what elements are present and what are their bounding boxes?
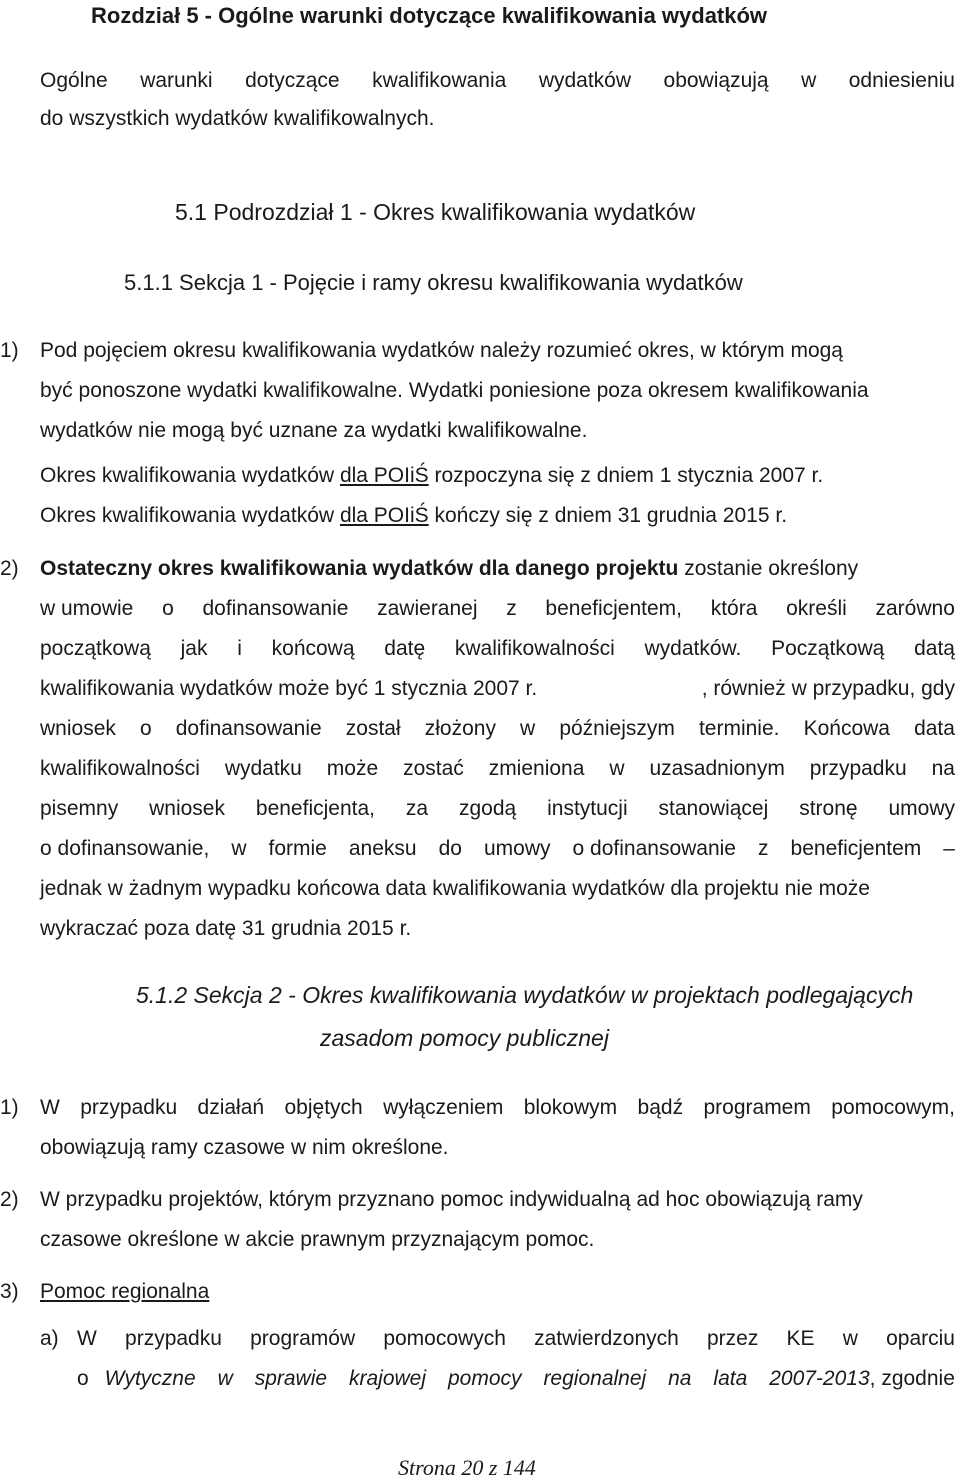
paragraph-line: wniosek o dofinansowanie został złożony w późniejszym terminie. Końcowa data xyxy=(40,717,955,740)
paragraph-line: czasowe określone w akcie prawnym przyznającym pomoc. xyxy=(40,1228,595,1251)
paragraph-line: W przypadku programów pomocowych zatwierdzonych przez KE w oparciu xyxy=(77,1327,955,1350)
list-number: 3) xyxy=(0,1280,19,1303)
intro-line-1: Ogólne warunki dotyczące kwalifikowania wydatków obowiązują w odniesieniu xyxy=(40,69,955,92)
paragraph-line: być ponoszone wydatki kwalifikowalne. Wydatki poniesione poza okresem kwalifikowania xyxy=(40,379,869,402)
intro-line-2: do wszystkich wydatków kwalifikowalnych. xyxy=(40,107,435,130)
section-2-title-line-1: 5.1.2 Sekcja 2 - Okres kwalifikowania wydatków w projektach podlegających xyxy=(136,982,914,1008)
page-number: Strona 20 z 144 xyxy=(398,1455,536,1480)
paragraph-line: o Wytyczne w sprawie krajowej pomocy regionalnej na lata 2007-2013, zgodnie xyxy=(77,1367,955,1390)
paragraph-line: kwalifikowania wydatków może być 1 stycznia 2007 r. , również w przypadku, gdy xyxy=(40,677,955,700)
paragraph-line: wykraczać poza datę 31 grudnia 2015 r. xyxy=(40,917,412,940)
paragraph-line: w umowie o dofinansowanie zawieranej z beneficjentem, która określi zarówno xyxy=(40,597,955,620)
paragraph-line: wydatków nie mogą być uznane za wydatki kwalifikowalne. xyxy=(40,419,588,442)
paragraph-line: kwalifikowalności wydatku może zostać zmieniona w uzasadnionym przypadku na xyxy=(40,757,955,780)
paragraph-line: W przypadku projektów, którym przyznano pomoc indywidualną ad hoc obowiązują ramy xyxy=(40,1188,863,1211)
paragraph-line: o dofinansowanie, w formie aneksu do umowy o dofinansowanie z beneficjentem – xyxy=(40,837,955,860)
paragraph-line: Okres kwalifikowania wydatków dla POIiŚ rozpoczyna się z dniem 1 stycznia 2007 r. xyxy=(40,464,824,487)
paragraph-line: pisemny wniosek beneficjenta, za zgodą instytucji stanowiącej stronę umowy xyxy=(40,797,955,820)
paragraph-line: Ostateczny okres kwalifikowania wydatków dla danego projektu zostanie określony xyxy=(40,557,859,580)
list-number: 1) xyxy=(0,339,19,362)
chapter-title: Rozdział 5 - Ogólne warunki dotyczące kwalifikowania wydatków xyxy=(91,3,768,28)
paragraph-line: obowiązują ramy czasowe w nim określone. xyxy=(40,1136,449,1159)
list-letter: a) xyxy=(40,1327,59,1350)
program-abbrev: dla POIiŚ xyxy=(339,504,429,527)
list-number: 1) xyxy=(0,1096,19,1119)
paragraph-line: Pod pojęciem okresu kwalifikowania wydatków należy rozumieć okres, w którym mogą xyxy=(40,339,843,362)
paragraph-line: W przypadku działań objętych wyłączeniem blokowym bądź programem pomocowym, xyxy=(40,1096,955,1119)
list-number: 2) xyxy=(0,557,19,580)
bold-phrase: Ostateczny okres kwalifikowania wydatków dla danego projektu xyxy=(40,557,679,580)
paragraph-line: Okres kwalifikowania wydatków dla POIiŚ kończy się z dniem 31 grudnia 2015 r. xyxy=(40,504,788,527)
section-2-title-line-2: zasadom pomocy publicznej xyxy=(320,1025,609,1051)
program-abbrev: dla POIiŚ xyxy=(339,464,429,487)
paragraph-line: początkową jak i końcową datę kwalifikowalności wydatków. Początkową datą xyxy=(40,637,955,660)
paragraph-line: jednak w żadnym wypadku końcowa data kwalifikowania wydatków dla projektu nie może xyxy=(40,877,870,900)
subchapter-title: 5.1 Podrozdział 1 - Okres kwalifikowania wydatków xyxy=(175,199,696,225)
section-1-title: 5.1.1 Sekcja 1 - Pojęcie i ramy okresu kwalifikowania wydatków xyxy=(124,270,743,295)
subsection-heading: Pomoc regionalna xyxy=(40,1280,210,1303)
list-number: 2) xyxy=(0,1188,19,1211)
